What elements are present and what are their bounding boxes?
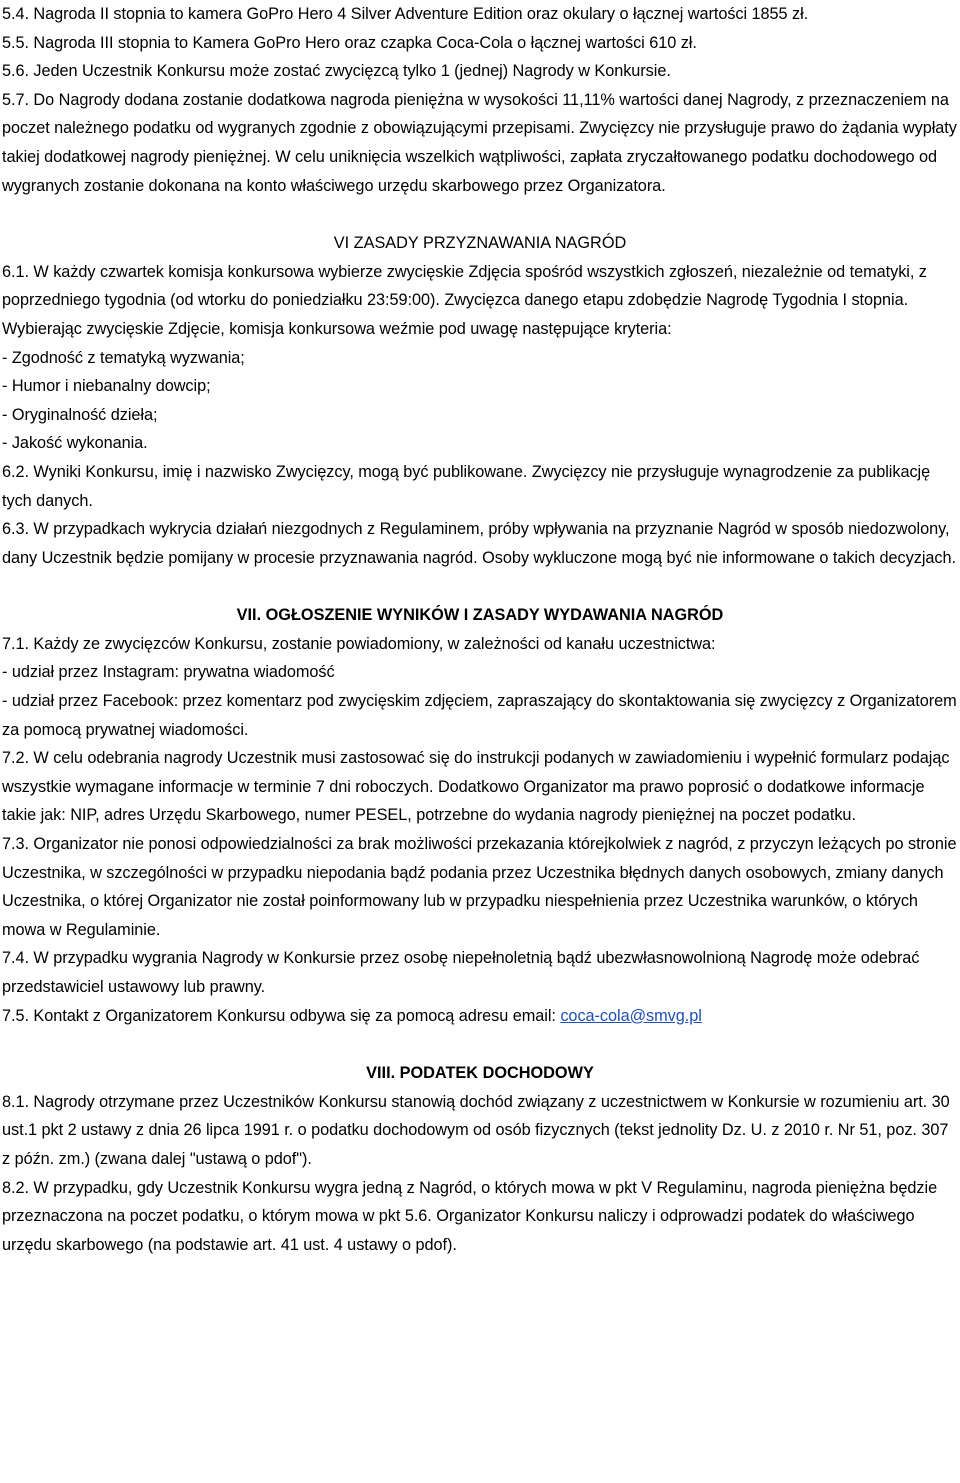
criteria-item: - Jakość wykonania. (2, 434, 148, 453)
criteria-item: - Oryginalność dzieła; (2, 405, 158, 424)
paragraph-7-3: 7.3. Organizator nie ponosi odpowiedzialności za brak możliwości przekazania którejkolwiek z nagród, z przyczyn leżących po stronie Uczestnika, w szczególności w przypadku niepodania bądź podania przez Uczestnika błędnych danych osobowych, zmiany danych Uczestnika, o której Organizator nie został poinformowany lub w przypadku niespełnienia przez Uczestnika warunków, o których mowa w Regulaminie. (2, 835, 957, 939)
paragraph-5-4: 5.4. Nagroda II stopnia to kamera GoPro Hero 4 Silver Adventure Edition oraz okulary o łącznej wartości 1855 zł. (2, 5, 809, 23)
paragraph-6-1: 6.1. W każdy czwartek komisja konkursowa wybierze zwycięskie Zdjęcia spośród wszystkich zgłoszeń, niezależnie od tematyki, z poprzedniego tygodnia (od wtorku do poniedziałku 23:59:00). Zwycięzca danego etapu zdobędzie Nagrodę Tygodnia I stopnia. (2, 262, 927, 310)
contact-email-link[interactable]: coca-cola@smvg.pl (560, 1006, 702, 1025)
criteria-item: - Zgodność z tematyką wyzwania; (2, 348, 245, 367)
section-6-heading: VI ZASADY PRZYZNAWANIA NAGRÓD (333, 234, 627, 253)
paragraph-8-1: 8.1. Nagrody otrzymane przez Uczestników Konkursu stanowią dochód związany z uczestnictwem w Konkursie w rozumieniu art. 30 ust.1 pkt 2 ustawy z dnia 26 lipca 1991 r. o podatku dochodowym od osób fizycznych (tekst jednolity Dz. U. z 2010 r. Nr 51, poz. 307 z późn. zm.) (zwana dalej "ustawą o pdof"). (2, 1092, 950, 1168)
paragraph-7-1: 7.1. Każdy ze zwycięzców Konkursu, zostanie powiadomiony, w zależności od kanału uczestnictwa: (2, 634, 716, 653)
paragraph-5-6: 5.6. Jeden Uczestnik Konkursu może zostać zwycięzcą tylko 1 (jednej) Nagrody w Konkursie. (2, 62, 671, 81)
paragraph-8-2: 8.2. W przypadku, gdy Uczestnik Konkursu wygra jedną z Nagród, o których mowa w pkt V Regulaminu, nagroda pieniężna będzie przeznaczona na poczet podatku, o którym mowa w pkt 5.6. Organizator Konkursu naliczy i odprowadzi podatek do właściwego urzędu skarbowego (na podstawie art. 41 ust. 4 ustawy o pdof). (2, 1178, 938, 1254)
spacer (2, 200, 958, 229)
criteria-item: - Humor i niebanalny dowcip; (2, 377, 211, 396)
paragraph-7-4: 7.4. W przypadku wygrania Nagrody w Konkursie przez osobę niepełnoletnią bądź ubezwłasnowolnioną Nagrodę może odebrać przedstawiciel ustawowy lub prawny. (2, 949, 920, 996)
paragraph-7-1-instagram: - udział przez Instagram: prywatna wiadomość (2, 663, 335, 682)
paragraph-5-7: 5.7. Do Nagrody dodana zostanie dodatkowa nagroda pieniężna w wysokości 11,11% wartości danej Nagrody, z przeznaczeniem na poczet należnego podatku od wygranych zgodnie z obowiązującymi przepisami. Zwycięzcy nie przysługuje prawo do żądania wypłaty takiej dodatkowej nagrody pieniężnej. W celu uniknięcia wszelkich wątpliwości, zapłata zryczałtowanego podatku dochodowego od wygranych zostanie dokonana na konto właściwego urzędu skarbowego przez Organizatora. (2, 90, 957, 195)
spacer (2, 1030, 958, 1059)
paragraph-7-2: 7.2. W celu odebrania nagrody Uczestnik musi zastosować się do instrukcji podanych w zawiadomieniu i wypełnić formularz podając wszystkie wymagane informacje w terminie 7 dni roboczych. Dodatkowo Organizator ma prawo poprosić o dodatkowe informacje takie jak: NIP, adres Urzędu Skarbowego, numer PESEL, potrzebne do wydania nagrody pieniężnej na poczet podatku. (2, 749, 950, 825)
paragraph-7-5-text: 7.5. Kontakt z Organizatorem Konkursu odbywa się za pomocą adresu email: (2, 1006, 561, 1025)
paragraph-6-3: 6.3. W przypadkach wykrycia działań niezgodnych z Regulaminem, próby wpływania na przyznanie Nagród w sposób niedozwolony, dany Uczestnik będzie pomijany w procesie przyznawania nagród. Osoby wykluczone mogą być nie informowane o takich decyzjach. (2, 520, 956, 567)
spacer (2, 572, 958, 601)
section-7-heading: VII. OGŁOSZENIE WYNIKÓW I ZASADY WYDAWANIA NAGRÓD (236, 606, 724, 625)
paragraph-7-5 (2, 1002, 958, 1031)
paragraph-6-2: 6.2. Wyniki Konkursu, imię i nazwisko Zwycięzcy, mogą być publikowane. Zwycięzcy nie przysługuje wynagrodzenie za publikację tych danych. (2, 462, 931, 510)
criteria-intro: Wybierając zwycięskie Zdjęcie, komisja konkursowa weźmie pod uwagę następujące kryteria: (2, 319, 672, 338)
paragraph-7-1-facebook: - udział przez Facebook: przez komentarz pod zwycięskim zdjęciem, zapraszający do skontaktowania się zwycięzcy z Organizatorem za pomocą prywatnej wiadomości. (2, 692, 957, 739)
section-8-heading: VIII. PODATEK DOCHODOWY (366, 1064, 594, 1083)
paragraph-5-5: 5.5. Nagroda III stopnia to Kamera GoPro Hero oraz czapka Coca-Cola o łącznej wartości 610 zł. (2, 33, 697, 52)
